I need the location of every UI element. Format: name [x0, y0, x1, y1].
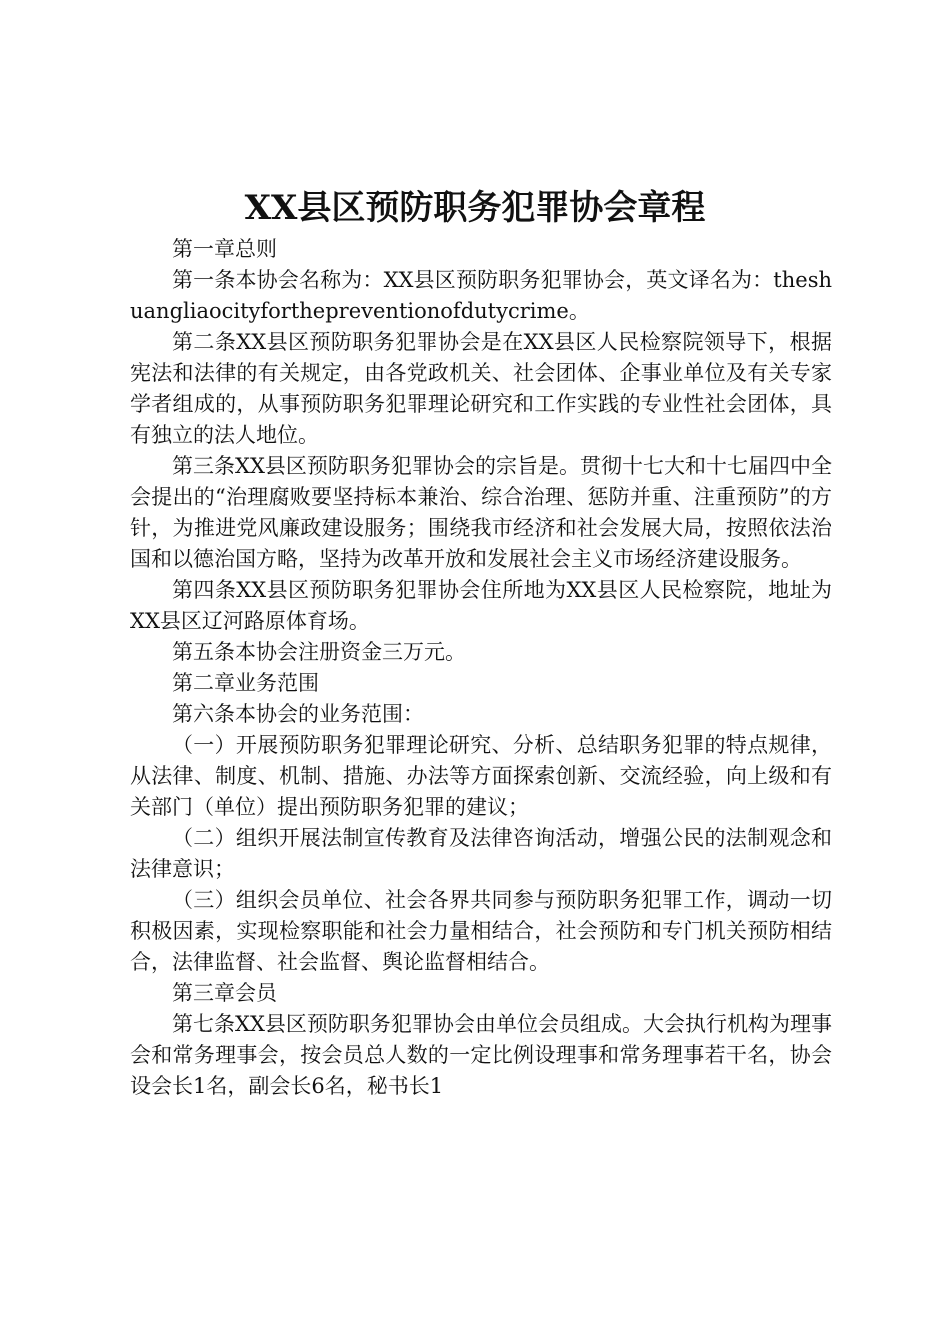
- article-7: 第七条XX县区预防职务犯罪协会由单位会员组成。大会执行机构为理事会和常务理事会，按会员总人数的一定比例设理事和常务理事若干名，协会设会长1名，副会长6名，秘书长1: [130, 1012, 832, 1098]
- chapter-heading-2: 第二章业务范围: [172, 671, 319, 695]
- document-body: [130, 234, 832, 1102]
- article-2: 第二条XX县区预防职务犯罪协会是在XX县区人民检察院领导下，根据宪法和法律的有关规定，由各党政机关、社会团体、企事业单位及有关专家学者组成的，从事预防职务犯罪理论研究和工作实践的专业性社会团体，具有独立的法人地位。: [130, 330, 832, 447]
- chapter-heading-3: 第三章会员: [172, 981, 277, 1005]
- article-5: 第五条本协会注册资金三万元。: [172, 640, 466, 664]
- article-4: 第四条XX县区预防职务犯罪协会住所地为XX县区人民检察院，地址为XX县区辽河路原体育场。: [130, 578, 832, 633]
- chapter-heading-1: 第一章总则: [172, 237, 277, 261]
- article-6: 第六条本协会的业务范围：: [172, 702, 424, 726]
- article-1: 第一条本协会名称为：XX县区预防职务犯罪协会，英文译名为：theshuangliaocityforthepreventionofdutycrime。: [130, 268, 832, 323]
- list-item-2: （二）组织开展法制宣传教育及法律咨询活动，增强公民的法制观念和法律意识；: [130, 826, 832, 881]
- document-title: XX县区预防职务犯罪协会章程: [244, 188, 706, 228]
- list-item-3: （三）组织会员单位、社会各界共同参与预防职务犯罪工作，调动一切积极因素，实现检察职能和社会力量相结合，社会预防和专门机关预防相结合，法律监督、社会监督、舆论监督相结合。: [130, 888, 832, 974]
- list-item-1: （一）开展预防职务犯罪理论研究、分析、总结职务犯罪的特点规律，从法律、制度、机制、措施、办法等方面探索创新、交流经验，向上级和有关部门（单位）提出预防职务犯罪的建议；: [130, 733, 832, 819]
- article-3: 第三条XX县区预防职务犯罪协会的宗旨是。贯彻十七大和十七届四中全会提出的“治理腐败要坚持标本兼治、综合治理、惩防并重、注重预防”的方针，为推进党风廉政建设服务；围绕我市经济和社会发展大局，按照依法治国和以德治国方略，坚持为改革开放和发展社会主义市场经济建设服务。: [130, 454, 832, 571]
